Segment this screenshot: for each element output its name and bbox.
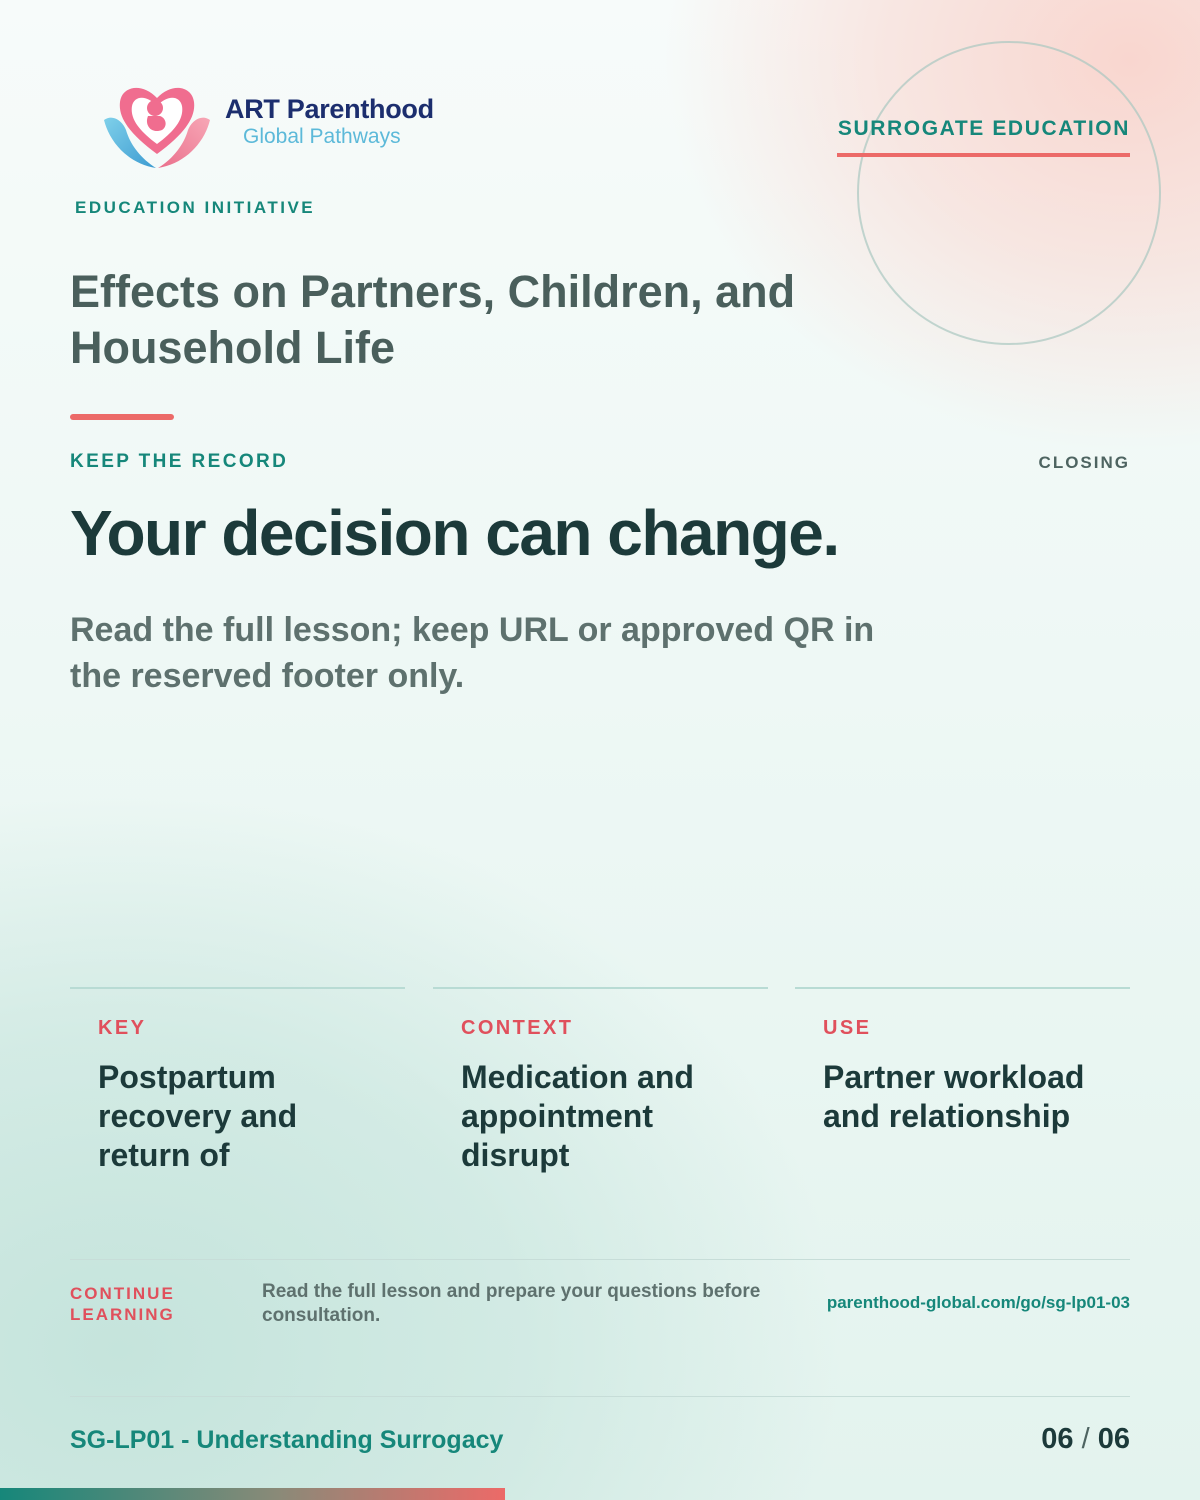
page-title: Effects on Partners, Children, and Household Life: [70, 266, 796, 373]
cta-text: Read the full lesson and prepare your questions before consultation.: [262, 1281, 761, 1326]
column-label: KEY: [98, 1017, 147, 1039]
page-counter: [1041, 1423, 1130, 1456]
title-accent-bar: [70, 414, 174, 420]
column-text: Partner workload and relationship: [823, 1059, 1085, 1134]
brand-name: ART Parenthood: [225, 94, 434, 124]
course-title: SG-LP01 - Understanding Surrogacy: [70, 1426, 504, 1454]
page-current: 06: [1041, 1423, 1074, 1455]
lesson-url-link[interactable]: parenthood-global.com/go/sg-lp01-03: [826, 1293, 1130, 1312]
kicker-label: KEEP THE RECORD: [70, 451, 289, 472]
cta-label: CONTINUE LEARNING: [70, 1284, 175, 1324]
info-column-use: [795, 987, 1130, 1136]
slide-type-label: CLOSING: [1038, 453, 1130, 472]
heart-hands-baby-icon: [100, 74, 214, 170]
initiative-label: EDUCATION INITIATIVE: [75, 198, 316, 217]
info-column-context: [433, 987, 768, 1175]
section-tag: SURROGATE EDUCATION: [837, 117, 1130, 140]
brand-subtitle: Global Pathways: [243, 125, 401, 148]
info-column-key: [70, 987, 405, 1175]
divider: [70, 1259, 1130, 1260]
column-text: Medication and appointment disrupt: [461, 1059, 694, 1173]
column-label: CONTEXT: [461, 1017, 574, 1039]
headline: Your decision can change.: [70, 497, 839, 569]
bottom-accent-bar: [0, 1488, 505, 1500]
column-text: Postpartum recovery and return of: [98, 1059, 298, 1173]
column-label: USE: [823, 1017, 872, 1039]
divider: [70, 1396, 1130, 1397]
section-tag-underline: [837, 153, 1130, 157]
page-separator: /: [1081, 1423, 1090, 1455]
subline: Read the full lesson; keep URL or approved QR in the reserved footer only.: [70, 611, 875, 695]
page-total: 06: [1097, 1423, 1130, 1455]
decorative-circle: [857, 41, 1161, 345]
